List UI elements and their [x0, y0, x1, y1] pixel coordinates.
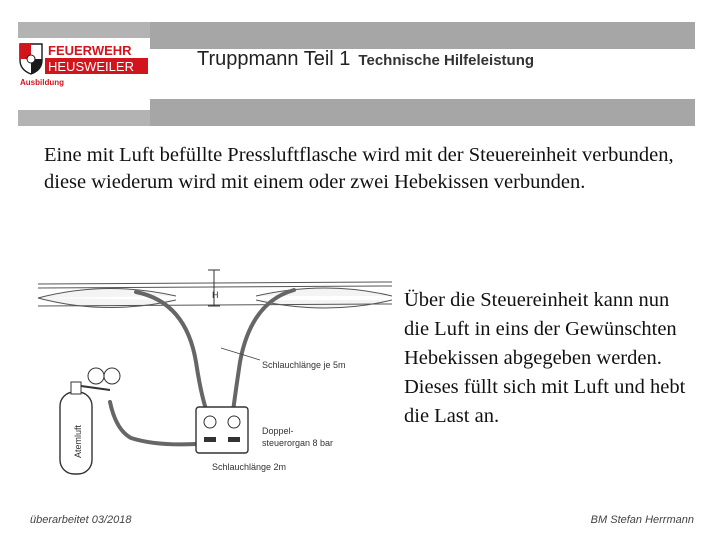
slide-title — [197, 48, 534, 71]
hose-label: Schlauchlänge je 5m — [262, 360, 346, 370]
unit-label-2: steuerorgan 8 bar — [262, 438, 334, 448]
height-marker — [208, 270, 220, 306]
header-bar-bottom — [150, 99, 695, 126]
crest-icon — [20, 44, 42, 74]
intro-paragraph: Eine mit Luft befüllte Pressluftflasche wird mit der Steuereinheit verbunden, diese wiederum wird mit einem oder zwei Hebekissen verbunden. — [44, 144, 674, 193]
lifting-bag-diagram — [36, 262, 392, 482]
logo-line1: FEUERWEHR — [48, 43, 132, 58]
control-unit-icon — [196, 407, 248, 453]
hose2-label: Schlauchlänge 2m — [212, 462, 287, 472]
fire-department-logo — [18, 40, 150, 88]
unit-label-1: Doppel- — [262, 426, 294, 436]
logo-line2: HEUSWEILER — [48, 59, 134, 74]
gauge-left-icon — [204, 416, 216, 428]
height-label: H — [212, 290, 219, 300]
bottle-label: Atemluft — [73, 424, 83, 458]
logo-line3: Ausbildung — [20, 78, 64, 87]
slide-subtitle: Technische Hilfeleistung — [358, 52, 535, 69]
slide-title-main: Truppmann Teil 1 — [197, 48, 351, 70]
footer-left: überarbeitet 03/2018 — [30, 514, 132, 526]
footer-right: BM Stefan Herrmann — [590, 514, 694, 526]
gauge-right-icon — [228, 416, 240, 428]
header-bar-top — [150, 22, 695, 49]
air-bottle-icon — [60, 368, 120, 474]
header-right-band — [150, 22, 695, 126]
side-paragraph: Über die Steuereinheit kann nun die Luft in eins der Gewünschten Hebekissen abgegeben werden. Dieses füllt sich mit Luft und hebt die Last an. — [404, 289, 686, 427]
